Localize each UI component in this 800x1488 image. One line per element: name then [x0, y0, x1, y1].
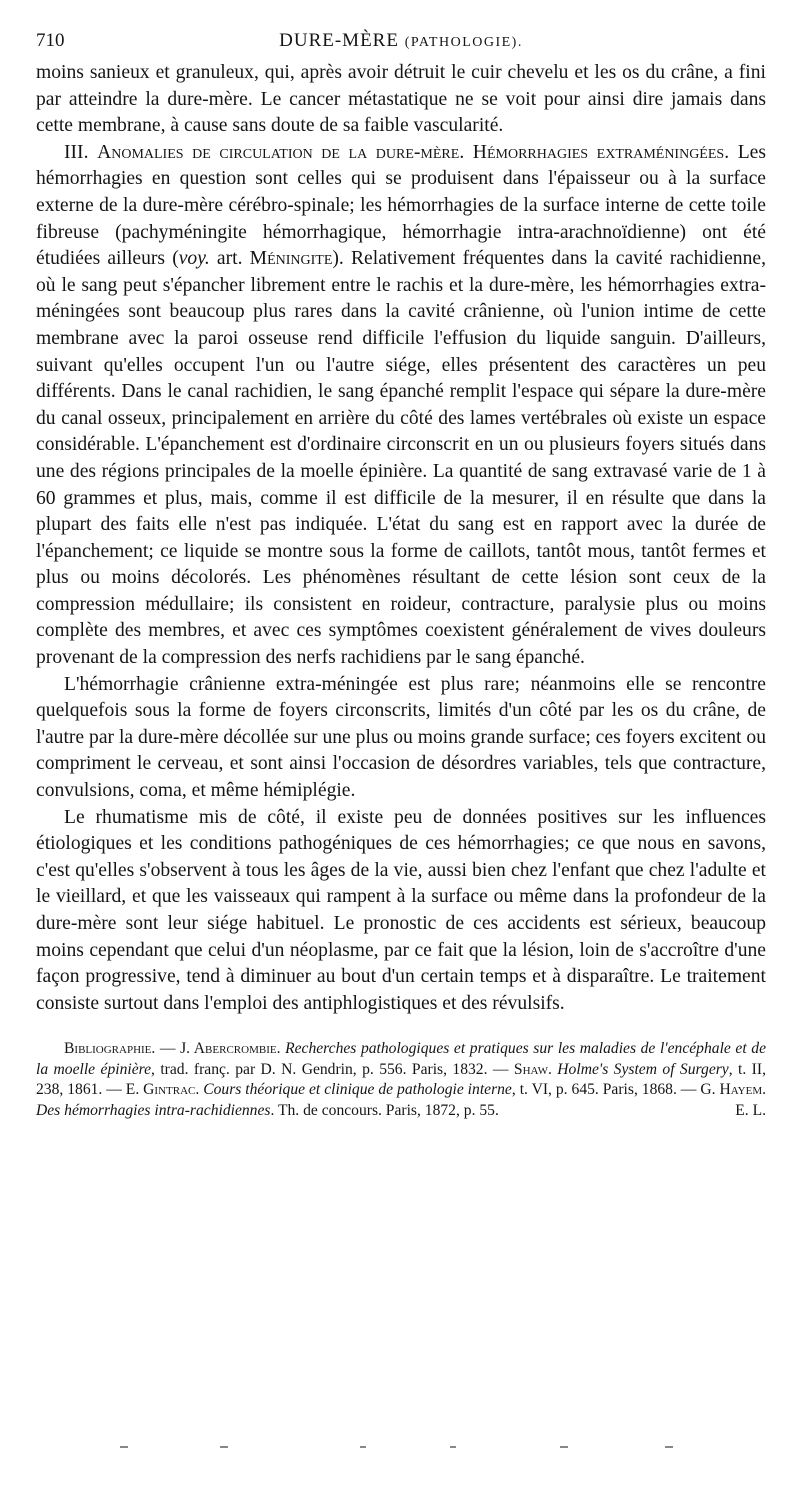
article-body — [36, 60, 766, 1017]
scan-speck — [665, 1446, 673, 1448]
running-title — [36, 30, 766, 52]
art-abbrev: art. — [209, 248, 250, 270]
scan-speck — [450, 1446, 456, 1448]
running-title-sub: (PATHOLOGIE). — [404, 35, 523, 50]
running-head — [36, 30, 766, 60]
section-three — [36, 140, 766, 672]
bib-rest-4: . Th. de concours. Paris, 1872, p. 55. — [270, 1101, 499, 1119]
scan-speck — [360, 1446, 366, 1448]
bib-title-2: Holme's System of Surgery — [557, 1060, 729, 1078]
bib-author-2: Shaw. — [513, 1060, 552, 1078]
paragraph-continuation: moins sanieux et granuleux, qui, après avoir détruit le cuir chevelu et les os du crâne, a fini par atteindre la dure-mère. Le cancer métastatique ne se voit pour ainsi dire jamais dans cette membrane, à cause sans doute de sa faible vascularité. — [36, 62, 766, 137]
cross-reference: Méningite — [249, 248, 333, 270]
section-number: III. — [64, 141, 89, 163]
voy-abbrev: voy. — [178, 248, 210, 270]
paragraph-cranial: L'hémorrhagie crânienne extra-méningée est plus rare; néanmoins elle se rencontre quelquefois sous la forme de foyers circonscrits, limités d'un côté par les os du crâne, de l'autre par la dure-mère décollée sur une plus ou moins grande surface; ces foyers excitent ou compriment le cerveau, et sont ainsi l'occasion de désordres variables, tels que contracture, convulsions, coma, et même hémiplégie. — [36, 673, 766, 802]
bib-rest-3: , t. VI, p. 645. Paris, 1868. — — [511, 1081, 701, 1099]
section-heading: Anomalies de circulation de la dure-mère. Hémorrhagies extraméningées. — [97, 141, 730, 163]
bibliography-label: Bibliographie. — [64, 1040, 156, 1058]
bib-author-1: J. Abercrombie. — [180, 1040, 281, 1058]
scan-speck — [560, 1446, 568, 1448]
bib-author-4: G. Hayem. — [700, 1081, 766, 1099]
section-text-end: ). Relativement fréquentes dans la cavité rachidienne, où le sang peut s'épancher librement entre le rachis et la dure-mère, les hémorrhagies extra-méningées sont beaucoup plus rares dans la cavité crânienne, où l'union intime de cette membrane avec la paroi osseuse rend difficile l'effusion du liquide sanguin. D'ailleurs, suivant qu'elles occupent l'un ou l'autre siége, elles présentent des caractères un peu différents. Dans le canal rachidien, le sang épanché remplit l'espace qui sépare la dure-mère du canal osseux, principalement en arrière du côté des lames vertébrales où existe un espace considérable. L'épanchement est d'ordinaire circonscrit en un ou plusieurs foyers situés dans une des régions principales de la moelle épinière. La quantité de sang extravasé varie de 1 à 60 grammes et plus, mais, comme il est difficile de la mesurer, il en résulte que dans la plupart des faits elle n'est pas indiquée. L'état du sang est en rapport avec la durée de l'épanchement; ce liquide se montre sous la forme de caillots, tantôt mous, tantôt fermes et plus ou moins décolorés. Les phénomènes résultant de cette lésion sont ceux de la compression médullaire; ils consistent en roideur, contracture, paralysie plus ou moins complète des membres, et avec ces symptômes coexistent généralement de vives douleurs provenant de la compression des nerfs rachidiens par le sang épanché. — [36, 248, 766, 669]
running-title-main: DURE-MÈRE — [279, 30, 399, 51]
bib-author-3: E. Gintrac. — [125, 1081, 200, 1099]
section-text-start: Les hémorrhagies en question sont celles qui se produisent dans l'épaisseur ou à la surface externe de la dure-mère cérébro-spinale; les hémorrhagies de la surface interne de cette toile fibreuse (pachyméningite hémorrhagique, hémorrhagie intra-arachnoïdienne) ont été étudiées ailleurs ( — [36, 141, 766, 270]
bib-title-1: Recherches pathologiques et pratiques sur les maladies de l'encéphale et de la moelle épinière — [36, 1040, 766, 1078]
scan-speck — [120, 1446, 128, 1448]
bib-rest-1: , trad. franç. par D. N. Gendrin, p. 556. Paris, 1832. — — [151, 1060, 514, 1078]
bib-rest-2: , t. II, 238, 1861. — — [36, 1060, 766, 1099]
bib-title-3: Cours théorique et clinique de pathologie interne — [203, 1081, 512, 1099]
scan-specks — [120, 1446, 680, 1450]
paragraph-rheumatism: Le rhumatisme mis de côté, il existe peu de données positives sur les influences étiologiques et les conditions pathogéniques de ces hémorrhagies; ce que nous en savons, c'est qu'elles s'observent à tous les âges de la vie, aussi bien chez l'enfant que chez l'adulte et le vieillard, et que les vaisseaux qui rampent à la surface ou même dans la profondeur de la dure-mère sont leur siége habituel. Le pronostic de ces accidents est sérieux, beaucoup moins cependant que celui d'un néoplasme, par ce fait que la lésion, loin de s'accroître d'une façon progressive, tend à diminuer au bout d'un certain temps et à disparaître. Le traitement consiste surtout dans l'emploi des antiphlogistiques et des révulsifs. — [36, 806, 766, 1014]
bibliography — [36, 1039, 766, 1121]
page — [36, 30, 766, 1121]
author-signature: E. L. — [735, 1101, 766, 1119]
bib-dash: — — [155, 1040, 181, 1058]
page-number: 710 — [36, 30, 65, 51]
bib-title-4: Des hémorrhagies intra-rachidiennes — [36, 1101, 271, 1119]
scan-speck — [220, 1446, 228, 1448]
